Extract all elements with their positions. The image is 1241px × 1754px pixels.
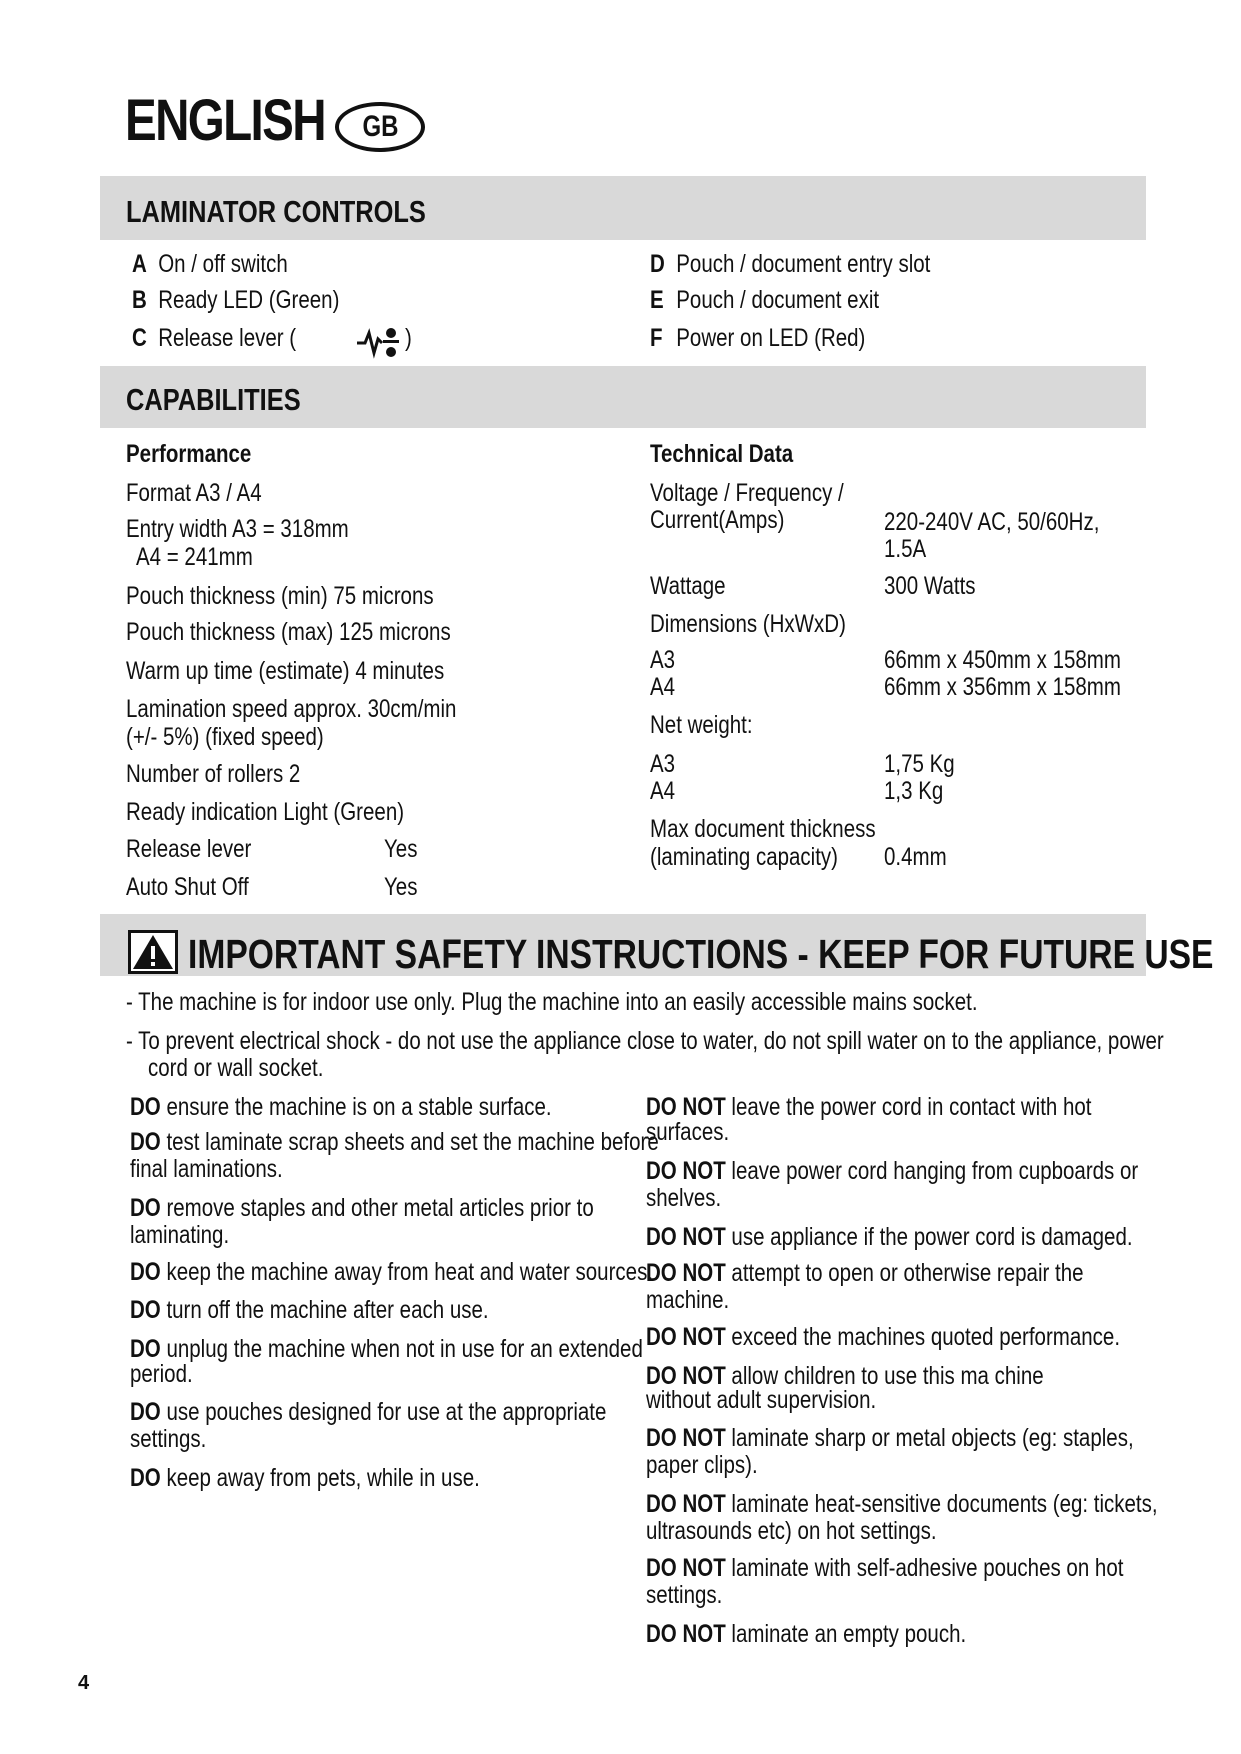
safety-heading: IMPORTANT SAFETY INSTRUCTIONS - KEEP FOR FUTURE USE [188, 931, 1214, 977]
technical-data-title: Technical Data [650, 440, 794, 468]
do-item-cont: laminating. [130, 1221, 230, 1249]
tech-dimensions-label: Dimensions (HxWxD) [650, 610, 846, 638]
tech-voltage-value: 220-240V AC, 50/60Hz, [884, 508, 1100, 536]
spec-entry-width-a4: A4 = 241mm [136, 543, 253, 571]
dont-item-cont: shelves. [646, 1184, 722, 1212]
control-item-f: F Power on LED (Red) [650, 324, 866, 352]
page-number: 4 [78, 1672, 90, 1694]
tech-weight-a4-label: A4 [650, 777, 676, 805]
do-item-cont: final laminations. [130, 1155, 283, 1183]
spec-warm-up: Warm up time (estimate) 4 minutes [126, 657, 445, 685]
tech-dim-a3-value: 66mm x 450mm x 158mm [884, 646, 1121, 674]
spec-release-lever-label: Release lever [126, 835, 252, 863]
dont-item: DO NOT laminate with self-adhesive pouches on hot [646, 1554, 1124, 1582]
control-item-a: A On / off switch [132, 250, 288, 278]
dont-item: DO NOT leave power cord hanging from cupboards or [646, 1157, 1139, 1185]
dont-item-cont: without adult supervision. [646, 1386, 877, 1414]
spec-pouch-min: Pouch thickness (min) 75 microns [126, 582, 434, 610]
dont-item: DO NOT allow children to use this ma chine [646, 1362, 1044, 1390]
spec-ready-indication: Ready indication Light (Green) [126, 798, 405, 826]
do-item: DO unplug the machine when not in use for an extended [130, 1335, 643, 1363]
release-lever-close-paren: ) [405, 324, 412, 352]
dont-item-cont: settings. [646, 1581, 723, 1609]
dont-item-cont: ultrasounds etc) on hot settings. [646, 1517, 937, 1545]
tech-dim-a4-label: A4 [650, 673, 676, 701]
spec-auto-shut-off-value: Yes [384, 873, 418, 901]
do-item: DO remove staples and other metal articles prior to [130, 1194, 594, 1222]
do-item: DO ensure the machine is on a stable surface. [130, 1093, 552, 1121]
warning-icon [128, 930, 178, 974]
tech-max-doc-label-2: (laminating capacity) [650, 843, 838, 871]
tech-max-doc-label: Max document thickness [650, 815, 876, 843]
do-item-cont: settings. [130, 1425, 207, 1453]
dont-item: DO NOT laminate heat-sensitive documents (eg: tickets, [646, 1490, 1158, 1518]
tech-current-value: 1.5A [884, 535, 927, 563]
dont-item: DO NOT laminate an empty pouch. [646, 1620, 967, 1648]
tech-voltage-label: Voltage / Frequency / [650, 479, 844, 507]
dont-item: DO NOT attempt to open or otherwise repair the [646, 1259, 1084, 1287]
spec-lamination-speed: Lamination speed approx. 30cm/min [126, 695, 457, 723]
dont-item: DO NOT laminate sharp or metal objects (eg: staples, [646, 1424, 1134, 1452]
do-item: DO keep away from pets, while in use. [130, 1464, 480, 1492]
tech-weight-a3-label: A3 [650, 750, 676, 778]
tech-max-doc-value: 0.4mm [884, 843, 947, 871]
safety-intro-indoor: - The machine is for indoor use only. Plug the machine into an easily accessible mains socket. [126, 988, 978, 1016]
performance-title: Performance [126, 440, 252, 468]
spec-rollers: Number of rollers 2 [126, 760, 301, 788]
control-item-e: E Pouch / document exit [650, 286, 880, 314]
spec-lamination-speed-note: (+/- 5%) (fixed speed) [126, 723, 324, 751]
spec-release-lever-value: Yes [384, 835, 418, 863]
dont-item-cont: machine. [646, 1286, 730, 1314]
safety-intro-shock-cont: cord or wall socket. [148, 1054, 324, 1082]
dont-item: DO NOT leave the power cord in contact with hot [646, 1093, 1092, 1121]
tech-dim-a4-value: 66mm x 356mm x 158mm [884, 673, 1121, 701]
page-title: ENGLISH [125, 88, 325, 153]
capabilities-heading: CAPABILITIES [126, 382, 301, 417]
tech-current-label: Current(Amps) [650, 506, 785, 534]
control-item-b: B Ready LED (Green) [132, 286, 340, 314]
tech-dim-a3-label: A3 [650, 646, 676, 674]
tech-weight-a4-value: 1,3 Kg [884, 777, 944, 805]
do-item: DO use pouches designed for use at the appropriate [130, 1398, 607, 1426]
do-item: DO test laminate scrap sheets and set the machine before [130, 1128, 659, 1156]
do-item: DO keep the machine away from heat and water sources. [130, 1258, 654, 1286]
controls-heading-band [100, 176, 1146, 240]
control-item-d: D Pouch / document entry slot [650, 250, 931, 278]
language-badge: GB [335, 102, 425, 152]
spec-pouch-max: Pouch thickness (max) 125 microns [126, 618, 451, 646]
tech-wattage-value: 300 Watts [884, 572, 976, 600]
dont-item: DO NOT exceed the machines quoted performance. [646, 1323, 1121, 1351]
spec-format: Format A3 / A4 [126, 479, 262, 507]
dont-item-cont: paper clips). [646, 1451, 758, 1479]
release-lever-icon [355, 325, 403, 359]
tech-weight-a3-value: 1,75 Kg [884, 750, 955, 778]
dont-item: DO NOT use appliance if the power cord is damaged. [646, 1223, 1133, 1251]
controls-heading: LAMINATOR CONTROLS [126, 194, 426, 229]
spec-entry-width: Entry width A3 = 318mm [126, 515, 349, 543]
spec-auto-shut-off-label: Auto Shut Off [126, 873, 249, 901]
dont-item-cont: surfaces. [646, 1118, 730, 1146]
safety-intro-shock: - To prevent electrical shock - do not use the appliance close to water, do not spill water on to the appliance, power [126, 1027, 1164, 1055]
tech-wattage-label: Wattage [650, 572, 726, 600]
capabilities-heading-band [100, 366, 1146, 428]
do-item: DO turn off the machine after each use. [130, 1296, 489, 1324]
control-item-c: C Release lever ( [132, 324, 297, 352]
do-item-cont: period. [130, 1360, 193, 1388]
tech-net-weight-label: Net weight: [650, 711, 753, 739]
